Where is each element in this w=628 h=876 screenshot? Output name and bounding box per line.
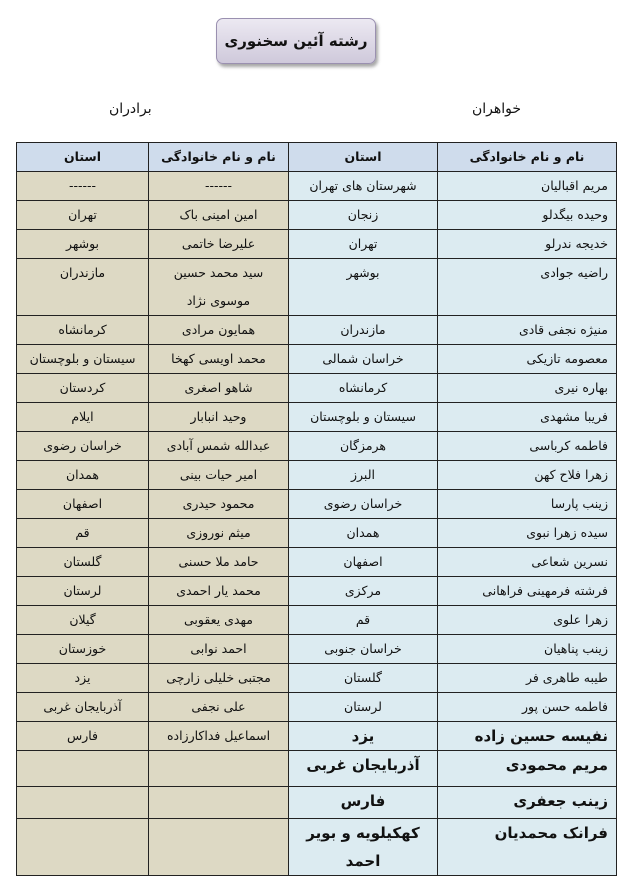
brother-province-cell: قم (17, 519, 149, 548)
sister-province-cell: همدان (289, 519, 438, 548)
sister-province-cell: شهرستان های تهران (289, 172, 438, 201)
table-header-row (17, 143, 617, 172)
sister-province-cell: فارس (289, 787, 438, 819)
sister-province-cell: قم (289, 606, 438, 635)
brother-name-cell: سید محمد حسین موسوی نژاد (149, 259, 289, 316)
sister-name-cell: راضیه جوادی (438, 259, 617, 316)
brother-name-cell: همایون مرادی (149, 316, 289, 345)
sister-name-cell: فرانک محمدیان (438, 819, 617, 876)
sister-province-cell: خراسان شمالی (289, 345, 438, 374)
sister-name-cell: زهرا فلاح کهن (438, 461, 617, 490)
brother-province-cell: خوزستان (17, 635, 149, 664)
sister-name-cell: منیژه نجفی قادی (438, 316, 617, 345)
brother-name-cell: محمود حیدری (149, 490, 289, 519)
sister-province-cell: البرز (289, 461, 438, 490)
table-row (17, 230, 617, 259)
header-sister-province: استان (289, 143, 438, 172)
brother-province-cell: ------ (17, 172, 149, 201)
sister-name-cell: زینب پناهیان (438, 635, 617, 664)
brother-province-cell: مازندران (17, 259, 149, 316)
sister-province-cell: مازندران (289, 316, 438, 345)
table-row (17, 664, 617, 693)
sister-province-cell: گلستان (289, 664, 438, 693)
table-row (17, 432, 617, 461)
brother-province-cell: سیستان و بلوچستان (17, 345, 149, 374)
sister-name-cell: فرشته فرمهینی فراهانی (438, 577, 617, 606)
sister-name-cell: خدیجه ندرلو (438, 230, 617, 259)
brother-name-cell: امین امینی باک (149, 201, 289, 230)
brothers-label: برادران (109, 101, 152, 117)
sister-province-cell: هرمزگان (289, 432, 438, 461)
sister-name-cell: زینب جعفری (438, 787, 617, 819)
table-row (17, 316, 617, 345)
sister-province-cell: یزد (289, 722, 438, 751)
table-row (17, 693, 617, 722)
table-row (17, 172, 617, 201)
sister-name-cell: مریم اقبالیان (438, 172, 617, 201)
sisters-label: خواهران (472, 101, 522, 117)
brother-province-cell: اصفهان (17, 490, 149, 519)
brother-province-cell: یزد (17, 664, 149, 693)
brother-name-cell (149, 787, 289, 819)
sister-province-cell: بوشهر (289, 259, 438, 316)
sister-province-cell: سیستان و بلوچستان (289, 403, 438, 432)
brother-province-cell (17, 787, 149, 819)
brother-name-cell: عبدالله شمس آبادی (149, 432, 289, 461)
table-row (17, 548, 617, 577)
brother-province-cell (17, 751, 149, 787)
sister-name-cell: فریبا مشهدی (438, 403, 617, 432)
brother-name-cell: وحید انبابار (149, 403, 289, 432)
brother-province-cell: گلستان (17, 548, 149, 577)
brother-name-cell: علیرضا خاتمی (149, 230, 289, 259)
sister-name-cell: سیده زهرا نبوی (438, 519, 617, 548)
sister-province-cell: لرستان (289, 693, 438, 722)
brother-province-cell: همدان (17, 461, 149, 490)
brother-province-cell: خراسان رضوی (17, 432, 149, 461)
table-row (17, 490, 617, 519)
brother-province-cell: فارس (17, 722, 149, 751)
sister-name-cell: زینب پارسا (438, 490, 617, 519)
brother-name-cell: علی نجفی (149, 693, 289, 722)
brother-province-cell: تهران (17, 201, 149, 230)
table-row (17, 461, 617, 490)
table-row (17, 606, 617, 635)
page-title: رشته آئین سخنوری (216, 18, 376, 64)
brother-name-cell (149, 751, 289, 787)
header-brother-province: استان (17, 143, 149, 172)
sister-province-cell: تهران (289, 230, 438, 259)
sister-name-cell: زهرا علوی (438, 606, 617, 635)
table-row (17, 722, 617, 751)
brother-name-cell: اسماعیل فداکارزاده (149, 722, 289, 751)
sister-name-cell: طیبه طاهری فر (438, 664, 617, 693)
brother-province-cell (17, 819, 149, 876)
sister-name-cell: فاطمه کرباسی (438, 432, 617, 461)
table-row (17, 787, 617, 819)
table-row (17, 751, 617, 787)
brother-province-cell: کرمانشاه (17, 316, 149, 345)
sister-name-cell: نفیسه حسین زاده (438, 722, 617, 751)
table-row (17, 345, 617, 374)
participants-table (16, 142, 617, 876)
sister-name-cell: مریم محمودی (438, 751, 617, 787)
brother-name-cell: محمد اویسی کهخا (149, 345, 289, 374)
sister-province-cell: آذربایجان غربی (289, 751, 438, 787)
brother-name-cell: احمد نوابی (149, 635, 289, 664)
brother-province-cell: کردستان (17, 374, 149, 403)
table-row (17, 374, 617, 403)
sister-province-cell: زنجان (289, 201, 438, 230)
sister-name-cell: نسرین شعاعی (438, 548, 617, 577)
brother-name-cell: مجتبی خلیلی زارچی (149, 664, 289, 693)
brother-name-cell: ------ (149, 172, 289, 201)
table-row (17, 635, 617, 664)
header-sister-name: نام و نام خانوادگی (438, 143, 617, 172)
table-row (17, 259, 617, 316)
sister-province-cell: مرکزی (289, 577, 438, 606)
brother-name-cell: شاهو اصغری (149, 374, 289, 403)
header-brother-name: نام و نام خانوادگی (149, 143, 289, 172)
brother-name-cell: امیر حیات بینی (149, 461, 289, 490)
sister-name-cell: معصومه تازیکی (438, 345, 617, 374)
sister-province-cell: خراسان جنوبی (289, 635, 438, 664)
brother-name-cell (149, 819, 289, 876)
table-row (17, 519, 617, 548)
brother-name-cell: محمد یار احمدی (149, 577, 289, 606)
sister-name-cell: فاطمه حسن پور (438, 693, 617, 722)
brother-name-cell: میثم نوروزی (149, 519, 289, 548)
sister-name-cell: وحیده بیگدلو (438, 201, 617, 230)
sister-province-cell: کهکیلویه و بویر احمد (289, 819, 438, 876)
brother-province-cell: آذربایجان غربی (17, 693, 149, 722)
sister-name-cell: بهاره نیری (438, 374, 617, 403)
brother-name-cell: حامد ملا حسنی (149, 548, 289, 577)
sister-province-cell: خراسان رضوی (289, 490, 438, 519)
table-row (17, 201, 617, 230)
table-row (17, 819, 617, 876)
brother-province-cell: لرستان (17, 577, 149, 606)
sister-province-cell: کرمانشاه (289, 374, 438, 403)
brother-province-cell: بوشهر (17, 230, 149, 259)
brother-province-cell: گیلان (17, 606, 149, 635)
sister-province-cell: اصفهان (289, 548, 438, 577)
table-row (17, 403, 617, 432)
brother-name-cell: مهدی یعقوبی (149, 606, 289, 635)
brother-province-cell: ایلام (17, 403, 149, 432)
table-row (17, 577, 617, 606)
